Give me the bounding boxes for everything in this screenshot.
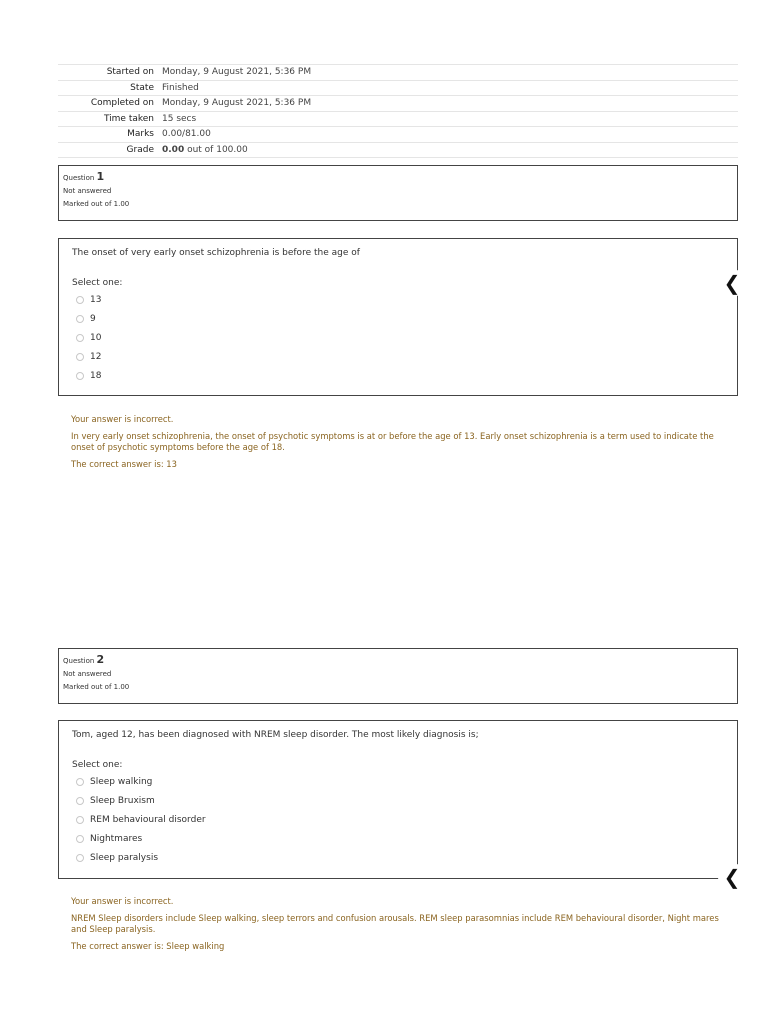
question-status: Not answered xyxy=(63,187,112,195)
radio-button[interactable] xyxy=(76,334,84,342)
answer-option[interactable] xyxy=(76,830,737,849)
summary-value: Monday, 9 August 2021, 5:36 PM xyxy=(162,96,738,112)
option-label: Sleep Bruxism xyxy=(90,795,155,806)
summary-value: 0.00/81.00 xyxy=(162,127,738,143)
question-number: 2 xyxy=(96,653,105,666)
question-number-line xyxy=(59,653,737,668)
option-label: 10 xyxy=(90,332,102,343)
question-2-feedback xyxy=(71,896,731,957)
radio-button[interactable] xyxy=(76,778,84,786)
question-1-feedback xyxy=(71,414,731,475)
option-label: Sleep paralysis xyxy=(90,853,159,864)
summary-label: Started on xyxy=(58,65,162,81)
option-label: Sleep walking xyxy=(90,776,153,787)
option-label: REM behavioural disorder xyxy=(90,814,206,825)
answer-options xyxy=(76,290,737,386)
answer-option[interactable] xyxy=(76,309,737,328)
summary-label: State xyxy=(58,80,162,96)
answer-option[interactable] xyxy=(76,367,737,386)
answer-option[interactable] xyxy=(76,810,737,829)
summary-row-started xyxy=(58,65,738,81)
radio-button[interactable] xyxy=(76,372,84,380)
summary-value: Finished xyxy=(162,80,738,96)
option-label: 13 xyxy=(90,294,102,305)
feedback-incorrect: Your answer is incorrect. xyxy=(71,414,174,424)
drawer-toggle-button[interactable] xyxy=(718,863,746,891)
question-label: Question xyxy=(63,174,95,182)
answer-option[interactable] xyxy=(76,348,737,367)
summary-row-grade xyxy=(58,142,738,158)
option-label: 9 xyxy=(90,313,96,324)
radio-button[interactable] xyxy=(76,854,84,862)
question-marked-out-of: Marked out of 1.00 xyxy=(63,683,130,691)
summary-label: Time taken xyxy=(58,111,162,127)
question-1-info xyxy=(58,165,738,221)
feedback-incorrect: Your answer is incorrect. xyxy=(71,896,174,906)
option-label: 12 xyxy=(90,352,102,363)
question-label: Question xyxy=(63,657,95,665)
chevron-left-icon: ❮ xyxy=(723,271,741,295)
summary-value xyxy=(162,142,738,158)
answer-option[interactable] xyxy=(76,791,737,810)
attempt-summary-table xyxy=(58,64,738,158)
radio-button[interactable] xyxy=(76,797,84,805)
answer-option[interactable] xyxy=(76,849,737,868)
summary-row-completed xyxy=(58,96,738,112)
summary-value: 15 secs xyxy=(162,111,738,127)
question-number-line xyxy=(59,170,737,185)
answer-option[interactable] xyxy=(76,290,737,309)
question-marked-out-of: Marked out of 1.00 xyxy=(63,200,130,208)
summary-value: Monday, 9 August 2021, 5:36 PM xyxy=(162,65,738,81)
drawer-toggle-button[interactable] xyxy=(718,269,746,297)
answer-options xyxy=(76,772,737,868)
summary-row-marks xyxy=(58,127,738,143)
select-one-prompt: Select one: xyxy=(72,278,123,288)
question-2-content xyxy=(58,720,738,879)
correct-answer: The correct answer is: 13 xyxy=(71,458,177,469)
question-1-content xyxy=(58,238,738,396)
radio-button[interactable] xyxy=(76,353,84,361)
radio-button[interactable] xyxy=(76,296,84,304)
general-feedback: In very early onset schizophrenia, the onset of psychotic symptoms is at or before the age of 13. Early onset schizophrenia is a term used to indicate the onset of psychotic symptoms before the age of 18. xyxy=(71,430,714,452)
grade-out-of: out of 100.00 xyxy=(184,144,248,155)
question-number: 1 xyxy=(96,170,105,183)
answer-option[interactable] xyxy=(76,328,737,347)
question-text: The onset of very early onset schizophrenia is before the age of xyxy=(72,248,360,258)
summary-row-state xyxy=(58,80,738,96)
answer-option[interactable] xyxy=(76,772,737,791)
radio-button[interactable] xyxy=(76,816,84,824)
radio-button[interactable] xyxy=(76,315,84,323)
summary-label: Marks xyxy=(58,127,162,143)
radio-button[interactable] xyxy=(76,835,84,843)
option-label: 18 xyxy=(90,371,102,382)
question-2-info xyxy=(58,648,738,704)
chevron-left-icon: ❮ xyxy=(723,865,741,889)
question-text: Tom, aged 12, has been diagnosed with NREM sleep disorder. The most likely diagnosis is; xyxy=(72,730,479,740)
general-feedback: NREM Sleep disorders include Sleep walking, sleep terrors and confusion arousals. REM sleep parasomnias include REM behavioural disorder, Night mares and Sleep paralysis. xyxy=(71,912,719,934)
select-one-prompt: Select one: xyxy=(72,760,123,770)
grade-value: 0.00 xyxy=(162,144,185,155)
summary-label: Grade xyxy=(58,142,162,158)
summary-label: Completed on xyxy=(58,96,162,112)
summary-row-time-taken xyxy=(58,111,738,127)
correct-answer: The correct answer is: Sleep walking xyxy=(71,940,225,951)
option-label: Nightmares xyxy=(90,834,143,845)
question-status: Not answered xyxy=(63,670,112,678)
